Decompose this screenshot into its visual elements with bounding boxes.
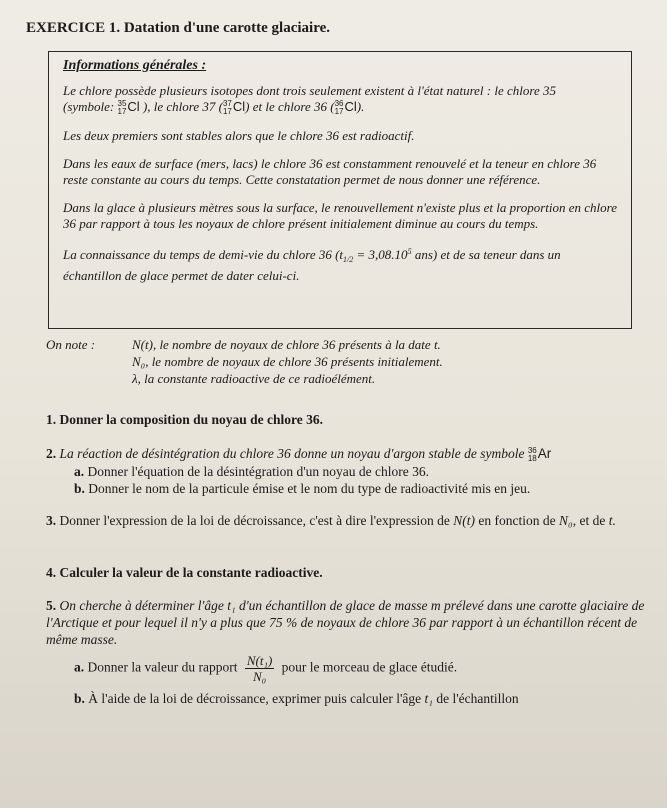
notes-label: On note : (46, 337, 96, 352)
element-symbol: Cl (127, 99, 140, 114)
note-lambda: λ, la constante radioactive de ce radioélément. (132, 371, 376, 386)
fraction-denominator: N₀ (252, 669, 267, 684)
note-n-t: N(t), le nombre de noyaux de chlore 36 présents à la date t. (132, 337, 441, 352)
isotopes-text-3: ) et le chlore 36 ( (245, 99, 335, 114)
half-life-text-2: ans) et de sa teneur dans un échantillon de glace permet de dater celui-ci. (63, 247, 561, 283)
question-number: a. (74, 659, 85, 675)
question-text: Donner l'équation de la désintégration d'un noyau de chlore 36. (87, 464, 430, 479)
half-life-exponent: 5 (407, 247, 412, 256)
info-heading: Informations générales : (63, 58, 207, 73)
question-number: 4. (46, 565, 57, 580)
question-number: 2. (46, 446, 57, 461)
question-text: La réaction de désintégration du chlore 36 donne un noyau d'argon stable de symbole (59, 446, 525, 461)
question-5b (74, 690, 519, 707)
note-row (46, 370, 443, 387)
question-text: Donner l'expression de la loi de décroissance, c'est à dire l'expression de (59, 513, 450, 528)
half-life-text: La connaissance du temps de demi-vie du chlore 36 (t (63, 247, 344, 262)
question-5 (46, 597, 660, 648)
question-2b (74, 480, 530, 497)
chlorine-36-symbol (335, 99, 357, 114)
question-2 (46, 445, 551, 463)
formula-n-t: N(t) (453, 513, 476, 528)
element-symbol: Cl (344, 99, 357, 114)
notation-block (46, 336, 443, 387)
question-text: Donner la composition du noyau de chlore 36. (59, 412, 324, 427)
fraction-numerator: N(t₁) (246, 653, 273, 668)
question-number: b. (74, 481, 85, 496)
question-text-2: pour le morceau de glace étudié. (281, 659, 458, 675)
notes-indent (46, 353, 132, 370)
notes-indent (46, 370, 132, 387)
stability-paragraph: Les deux premiers sont stables alors que le chlore 36 est radioactif. (63, 128, 415, 143)
question-5a (74, 653, 457, 684)
question-text-2: de l'échantillon (436, 691, 519, 706)
question-text: On cherche à déterminer l'âge t₁ d'un échantillon de glace de masse m prélevé dans une carotte glaciaire de l'Arctique et pour lequel il n'y a plus que 75 % de noyaux de chlore 36 par rapport à un échantillon récent de même masse. (46, 598, 645, 647)
question-2a (74, 463, 429, 480)
exercise-title: EXERCICE 1. Datation d'une carotte glaciaire. (26, 20, 331, 36)
mass-number: 36 (334, 99, 344, 108)
chlorine-35-symbol (118, 99, 140, 114)
isotopes-text-2: ), le chlore 37 ( (142, 99, 223, 114)
symbol-label: (symbole: (63, 99, 115, 114)
formula-t1: t₁ (424, 691, 433, 706)
general-info-box (48, 51, 632, 329)
mass-number: 37 (222, 99, 232, 108)
element-symbol: Ar (537, 446, 552, 461)
chlorine-37-symbol (223, 99, 245, 114)
isotopes-text-4: ). (356, 99, 365, 114)
isotopes-paragraph (63, 83, 621, 116)
question-number: a. (74, 464, 85, 479)
ice-paragraph: Dans la glace à plusieurs mètres sous la surface, le renouvellement n'existe plus et la proportion en chlore 36 par rapport à tous les noyaux de chlore présent initialement diminue au cours du temps. (63, 200, 617, 231)
question-number: 3. (46, 513, 57, 528)
half-life-value: = 3,08.10 (353, 247, 408, 262)
atomic-number: 17 (334, 107, 344, 116)
note-n0: N₀, le nombre de noyaux de chlore 36 présents initialement. (132, 354, 443, 369)
question-4 (46, 564, 323, 581)
mass-number: 35 (117, 99, 127, 108)
question-number: b. (74, 691, 85, 706)
question-text: Donner la valeur du rapport (87, 659, 238, 675)
question-1 (46, 411, 323, 428)
question-text: Donner le nom de la particule émise et le nom du type de radioactivité mis en jeu. (88, 481, 531, 496)
question-text: Calculer la valeur de la constante radioactive. (59, 565, 323, 580)
question-3 (46, 512, 658, 529)
surface-water-paragraph: Dans les eaux de surface (mers, lacs) le chlore 36 est constamment renouvelé et la teneur en chlore 36 reste constante au cours du temps. Cette constatation permet de nous donner une référence. (63, 156, 597, 187)
formula-n0: N₀, (559, 513, 577, 528)
question-text-3: et de (579, 513, 606, 528)
isotopes-text: Le chlore possède plusieurs isotopes dont trois seulement existent à l'état naturel : le chlore 35 (63, 83, 556, 98)
half-life-subscript: 1/2 (343, 255, 354, 264)
atomic-number: 18 (527, 454, 537, 463)
atomic-number: 17 (117, 107, 127, 116)
argon-36-symbol (528, 446, 551, 461)
question-number: 1. (46, 412, 57, 427)
question-number: 5. (46, 598, 57, 613)
note-row (46, 336, 443, 353)
ratio-fraction (245, 653, 274, 684)
formula-t: t. (608, 513, 616, 528)
question-text: À l'aide de la loi de décroissance, exprimer puis calculer l'âge (88, 691, 422, 706)
half-life-paragraph (63, 244, 621, 284)
element-symbol: Cl (232, 99, 246, 114)
note-row (46, 353, 443, 370)
mass-number: 36 (527, 446, 537, 455)
question-text-2: en fonction de (478, 513, 556, 528)
atomic-number: 17 (222, 107, 232, 116)
